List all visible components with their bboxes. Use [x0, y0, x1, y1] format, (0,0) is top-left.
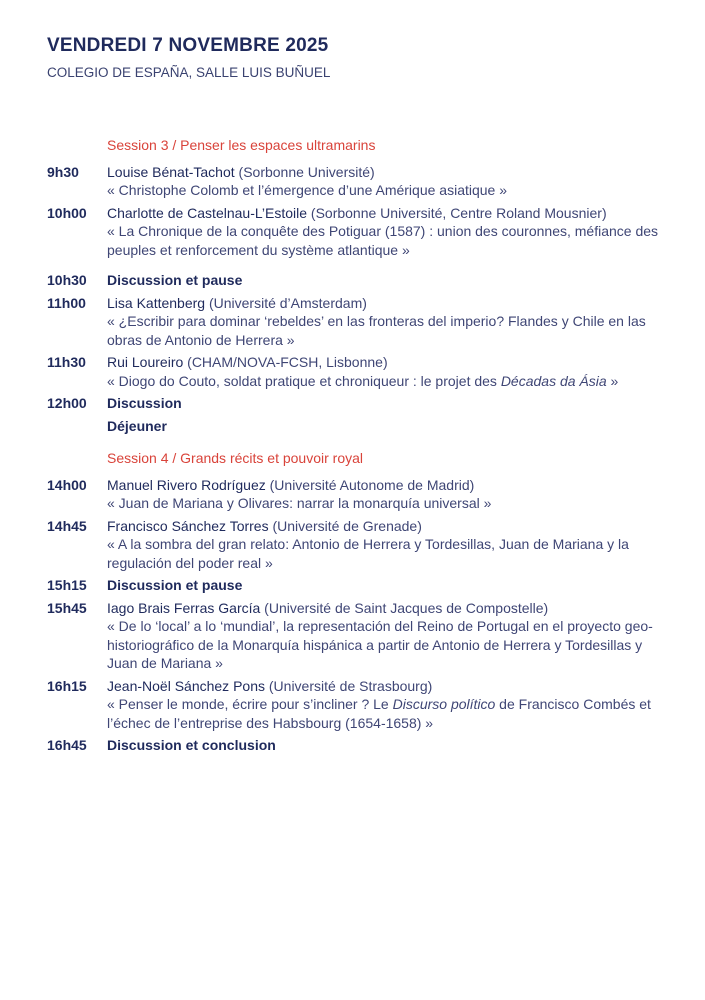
- time-slot: [47, 417, 107, 436]
- time-slot: 9h30: [47, 163, 79, 180]
- page-header: [47, 35, 330, 80]
- time-slot: 10h30: [47, 272, 87, 288]
- talk: [107, 677, 667, 733]
- talk-title: « De lo ‘local’ a lo ‘mundial’, la representación del Reino de Portugal en el proyecto geo-historiográfico de la Monarquía hispánica a partir de Antonio de Herrera y Tordesillas y Juan de Mariana »: [107, 618, 653, 671]
- time-slot: 16h45: [47, 737, 87, 753]
- talk-title-italic: Décadas da Ásia: [500, 372, 607, 389]
- discussion-label: Discussion: [107, 395, 182, 411]
- speaker-name: Manuel Rivero Rodríguez: [107, 476, 266, 493]
- discussion-label: Discussion et pause: [107, 577, 243, 593]
- time-slot: 16h15: [47, 677, 87, 694]
- program-row: [47, 517, 667, 573]
- talk-title-text: « Penser le monde, écrire pour s’incliner ? Le: [107, 696, 393, 712]
- time-slot: 15h15: [47, 577, 87, 593]
- speaker-affiliation: (Université de Strasbourg): [265, 677, 433, 694]
- event-venue: COLEGIO DE ESPAÑA, SALLE LUIS BUÑUEL: [47, 65, 331, 80]
- speaker-affiliation: (CHAM/NOVA-FCSH, Lisbonne): [183, 354, 388, 370]
- talk: [107, 599, 667, 673]
- talk: [107, 517, 667, 573]
- program-row: [47, 294, 667, 350]
- speaker-affiliation: (Sorbonne Université): [234, 163, 375, 180]
- speaker-name: Jean-Noël Sánchez Pons: [107, 677, 265, 694]
- program-row: [47, 476, 667, 513]
- speaker-affiliation: (Université Autonome de Madrid): [265, 476, 475, 493]
- talk: [107, 476, 667, 513]
- lunch-label: Déjeuner: [107, 417, 167, 434]
- talk-title: [107, 372, 667, 391]
- talk-title-text: « Diogo do Couto, soldat pratique et chroniqueur : le projet des: [107, 372, 501, 389]
- talk-title: « Juan de Mariana y Olivares: narrar la monarquía universal »: [107, 495, 492, 511]
- talk: [107, 163, 667, 200]
- speaker-name: Louise Bénat-Tachot: [107, 163, 235, 180]
- talk-title: « La Chronique de la conquête des Potiguar (1587) : union des couronnes, méfiance des peuples et renforcement du système atlantique »: [107, 223, 659, 258]
- time-slot: 14h45: [47, 517, 87, 534]
- talk-title: « Christophe Colomb et l’émergence d’une Amérique asiatique »: [107, 182, 508, 198]
- talk: [107, 294, 667, 350]
- discussion-label: Discussion et pause: [107, 272, 243, 288]
- speaker-name: Iago Brais Ferras García: [107, 599, 261, 616]
- talk: [107, 204, 667, 260]
- program-row: [47, 353, 667, 390]
- speaker-name: Francisco Sánchez Torres: [107, 517, 269, 534]
- talk-title: [107, 695, 667, 732]
- program-row: [47, 576, 667, 595]
- speaker-name: Lisa Kattenberg: [107, 294, 206, 311]
- talk-title-text: de Francisco Combés et l’échec de l’entreprise des Habsbourg (1654-1658) »: [107, 696, 651, 731]
- time-slot: 14h00: [47, 476, 87, 493]
- program-row: [47, 417, 667, 436]
- talk-title: « A la sombra del gran relato: Antonio de Herrera y Tordesillas, Juan de Mariana y la regulación del poder real »: [107, 536, 629, 571]
- talk-title: « ¿Escribir para dominar ‘rebeldes’ en las fronteras del imperio? Flandes y Chile en las obras de Antonio de Herrera »: [107, 313, 646, 348]
- time-slot: 11h00: [47, 294, 86, 311]
- program-row: [47, 736, 667, 755]
- session-4-title: Session 4 / Grands récits et pouvoir royal: [107, 450, 364, 466]
- talk-title-text: »: [606, 372, 619, 389]
- program-row: [47, 204, 667, 260]
- event-date: VENDREDI 7 NOVEMBRE 2025: [47, 35, 329, 56]
- speaker-affiliation: (Sorbonne Université, Centre Roland Mousnier): [307, 204, 607, 221]
- program-row: [47, 163, 667, 200]
- discussion-label: Discussion et conclusion: [107, 737, 276, 753]
- speaker-name: Rui Loureiro: [107, 354, 184, 370]
- speaker-affiliation: (Université de Grenade): [268, 517, 422, 534]
- time-slot: 12h00: [47, 395, 87, 411]
- talk: [107, 353, 667, 390]
- program-row: [47, 394, 667, 413]
- speaker-affiliation: (Université de Saint Jacques de Compostelle): [260, 599, 549, 616]
- speaker-affiliation: (Université d’Amsterdam): [205, 294, 367, 311]
- talk-title-italic: Discurso político: [392, 696, 496, 712]
- program-row: [47, 599, 667, 673]
- program-row: [47, 271, 667, 290]
- speaker-name: Charlotte de Castelnau-L’Estoile: [107, 204, 308, 221]
- time-slot: 11h30: [47, 354, 86, 370]
- program-row: [47, 677, 667, 733]
- program: [47, 136, 667, 759]
- time-slot: 10h00: [47, 204, 87, 221]
- session-3-title: Session 3 / Penser les espaces ultramarins: [107, 137, 376, 153]
- time-slot: 15h45: [47, 599, 87, 616]
